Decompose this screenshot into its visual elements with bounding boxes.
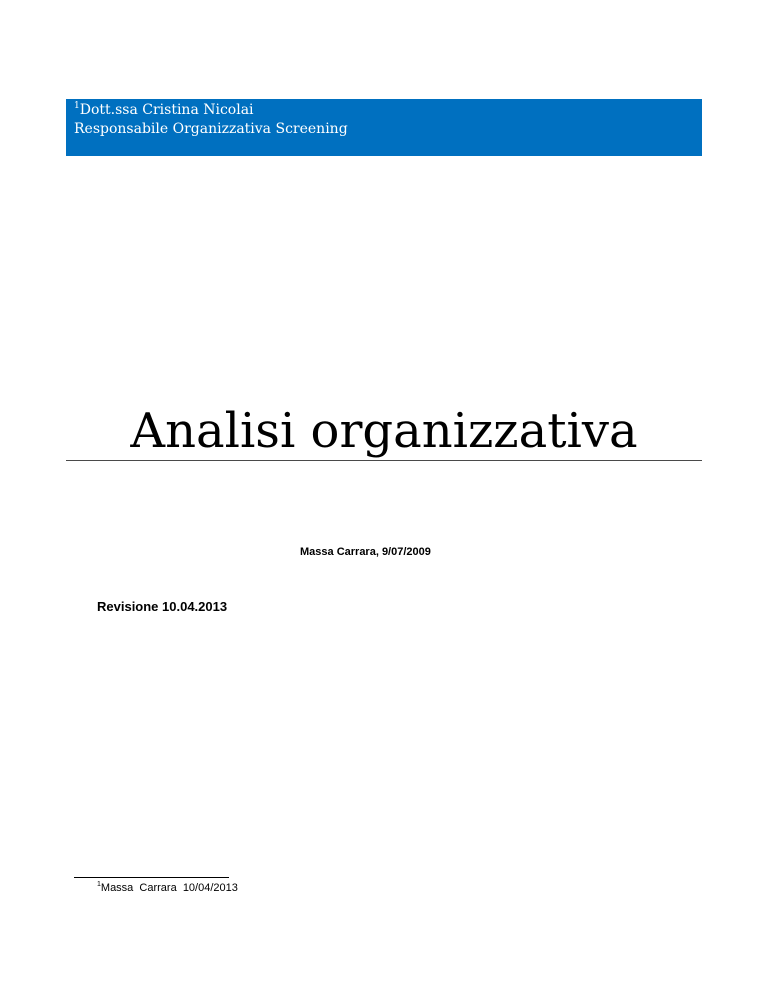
- author-name: Dott.ssa Cristina Nicolai: [79, 102, 254, 118]
- document-title: Analisi organizzativa: [130, 403, 638, 459]
- footnote-text: Massa Carrara 10/04/2013: [100, 882, 238, 894]
- footnote-separator: [74, 877, 229, 878]
- author-footnote-marker: 1: [74, 101, 80, 111]
- revision-label: Revisione 10.04.2013: [97, 599, 228, 614]
- place-date: Massa Carrara, 9/07/2009: [300, 546, 431, 558]
- footnote: [97, 882, 238, 894]
- author-name-line: [74, 101, 702, 120]
- author-header: [66, 99, 702, 156]
- author-role: Responsabile Organizzativa Screening: [74, 121, 348, 137]
- footnote-marker: 1: [97, 881, 101, 888]
- title-underline: [66, 460, 702, 461]
